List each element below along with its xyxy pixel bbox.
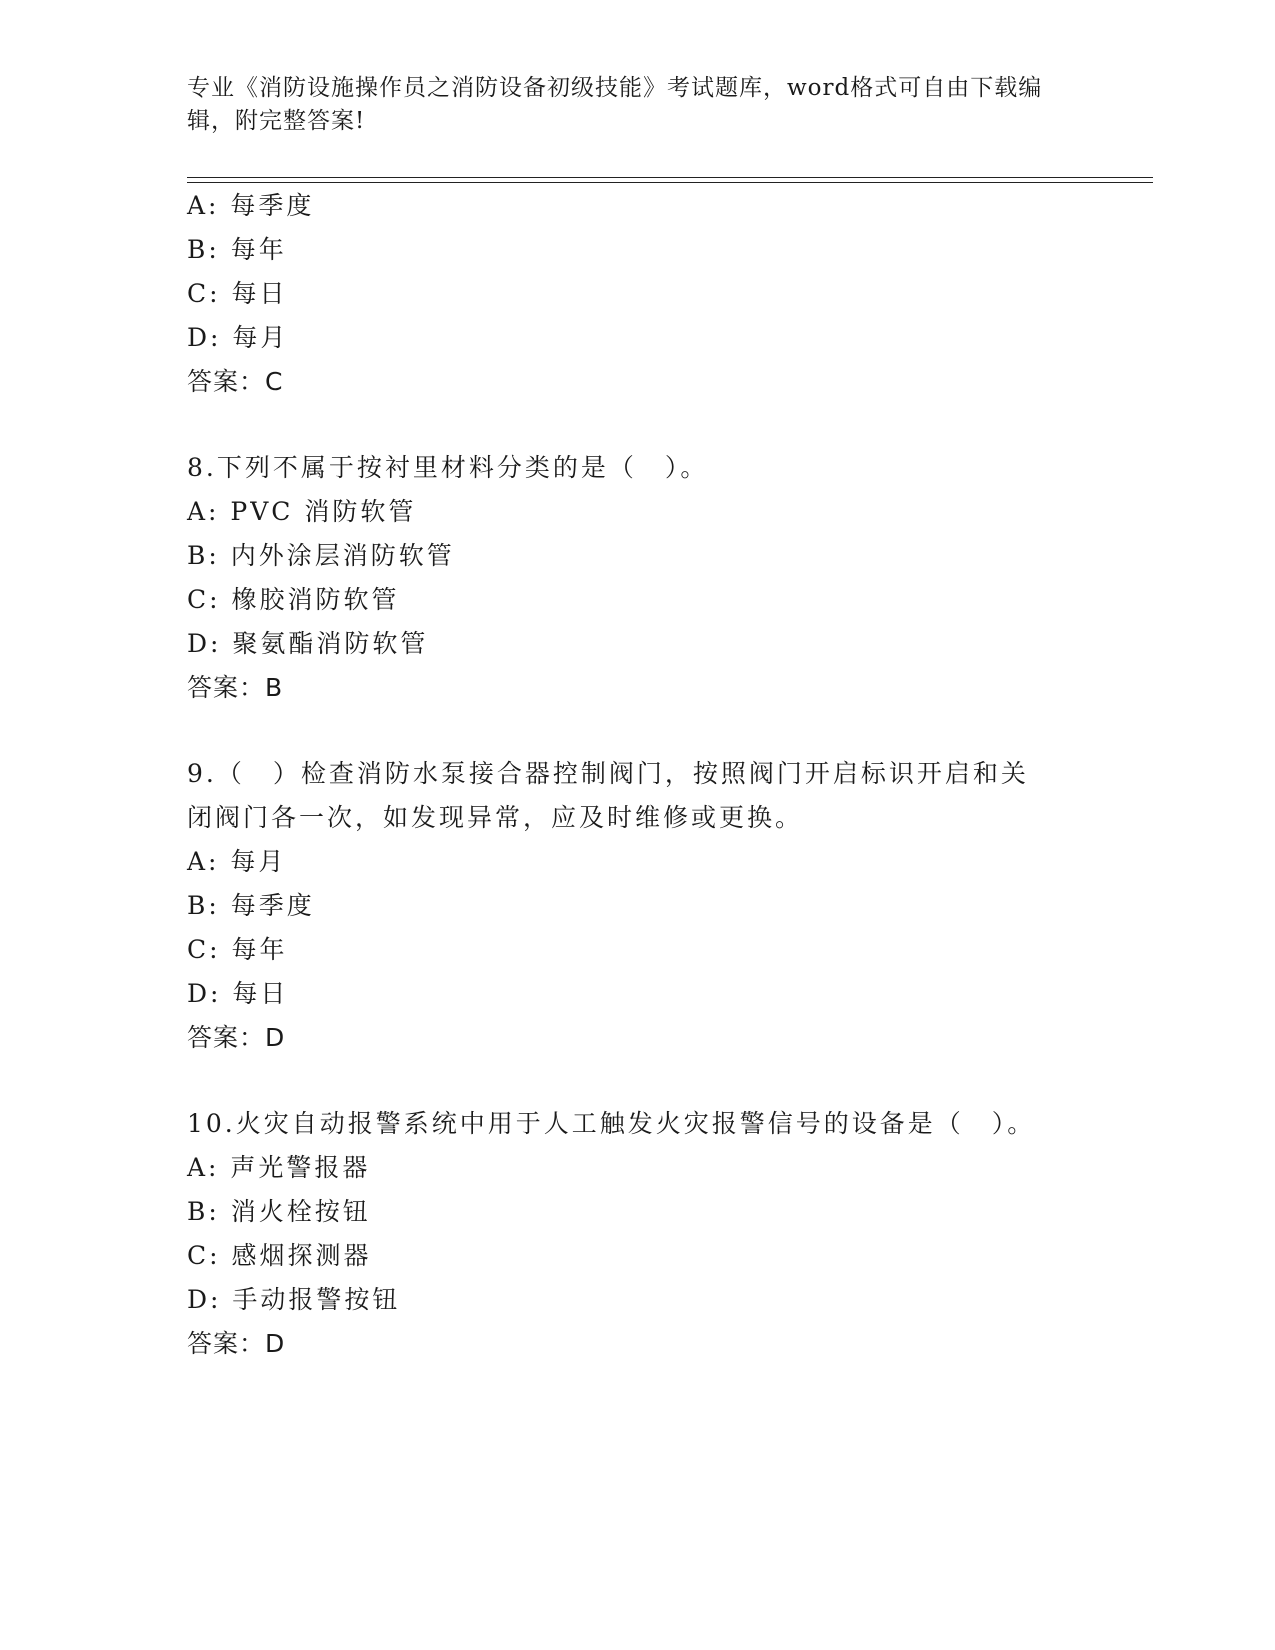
q10-option-b: B: 消火栓按钮 (187, 1197, 371, 1226)
q9-stem-line-2: 闭阀门各一次，如发现异常，应及时维修或更换。 (187, 803, 804, 832)
header-line-1: 专业《消防设施操作员之消防设备初级技能》考试题库，word格式可自由下载编 (187, 75, 1043, 101)
q10-option-a: A: 声光警报器 (187, 1153, 371, 1182)
header-divider-bottom (187, 182, 1153, 183)
q7-option-c: C: 每日 (187, 279, 288, 308)
document-header (187, 72, 1067, 138)
q10-option-d: D: 手动报警按钮 (187, 1285, 401, 1314)
q9-option-b: B: 每季度 (187, 891, 315, 920)
q8-option-d: D: 聚氨酯消防软管 (187, 629, 429, 658)
q7-option-d: D: 每月 (187, 323, 289, 352)
q9-option-d: D: 每日 (187, 979, 289, 1008)
q9-stem-line-1: 9.（ ）检查消防水泵接合器控制阀门，按照阀门开启标识开启和关 (187, 759, 1029, 788)
q8-option-a: A: PVC 消防软管 (187, 497, 417, 526)
q8-option-c: C: 橡胶消防软管 (187, 585, 400, 614)
q7-option-b: B: 每年 (187, 235, 287, 264)
q10-option-c: C: 感烟探测器 (187, 1241, 372, 1270)
header-line-2: 辑，附完整答案! (187, 108, 366, 134)
header-divider-top (187, 177, 1153, 178)
q8-answer: 答案：B (187, 673, 284, 702)
q8-option-b: B: 内外涂层消防软管 (187, 541, 455, 570)
q10-stem: 10.火灾自动报警系统中用于人工触发火灾报警信号的设备是（ ）。 (187, 1109, 1036, 1138)
q9-option-c: C: 每年 (187, 935, 288, 964)
q10-answer: 答案：D (187, 1329, 286, 1358)
q8-stem: 8.下列不属于按衬里材料分类的是（ ）。 (187, 453, 709, 482)
q7-option-a: A: 每季度 (187, 191, 315, 220)
q9-answer: 答案：D (187, 1023, 286, 1052)
q7-answer: 答案：C (187, 367, 284, 396)
q9-option-a: A: 每月 (187, 847, 287, 876)
